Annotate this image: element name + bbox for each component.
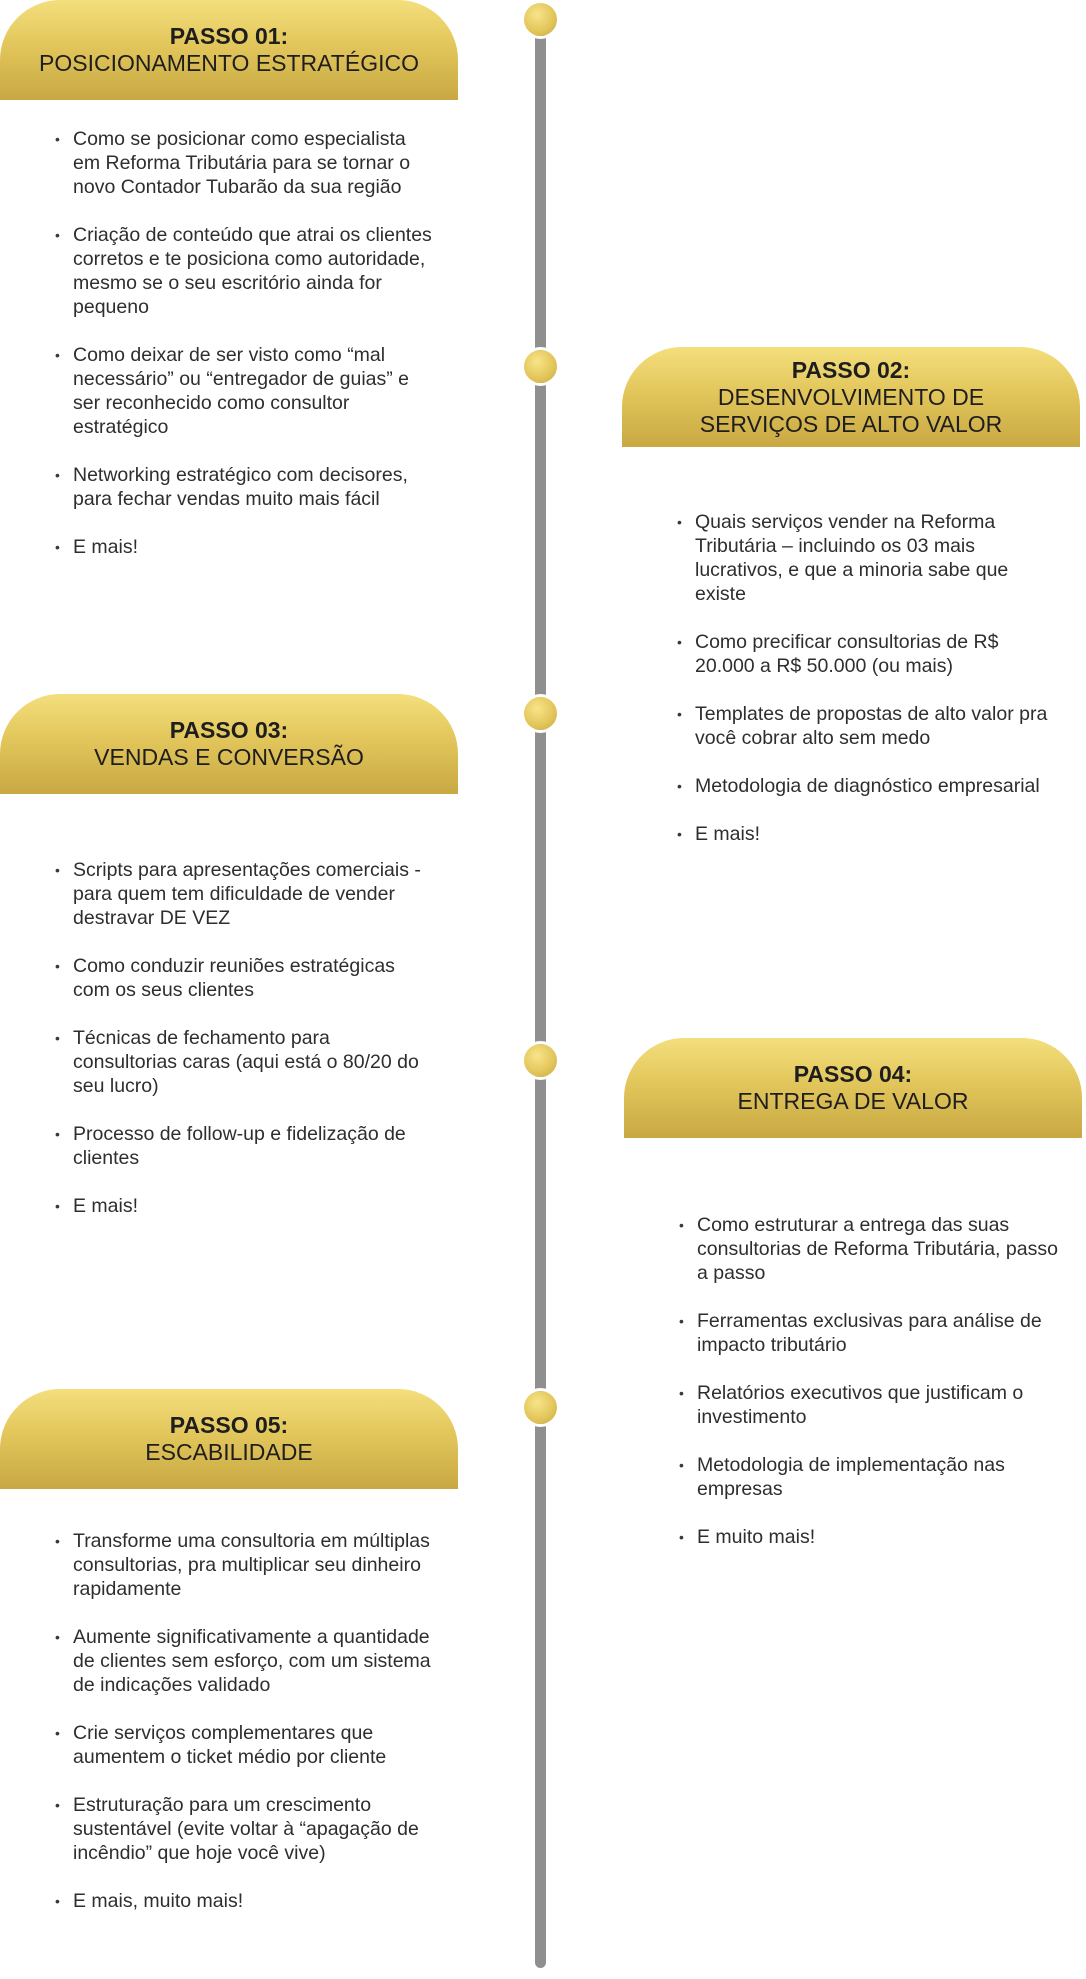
timeline-dot-3 (524, 697, 557, 730)
step-2-title: DESENVOLVIMENTO DE SERVIÇOS DE ALTO VALOR (699, 383, 1003, 437)
list-item: • E mais, muito mais! (55, 1889, 435, 1913)
list-item: • Criação de conteúdo que atrai os clientes corretos e te posiciona como autoridade, mesmo se o seu escritório ainda for pequeno (55, 223, 435, 319)
list-item: • Metodologia de implementação nas empresas (679, 1453, 1059, 1501)
timeline-dot-5 (524, 1391, 557, 1424)
step-3-title: VENDAS E CONVERSÃO (94, 744, 364, 770)
step-4-label: PASSO 04: (793, 1061, 913, 1087)
list-item: • Quais serviços vender na Reforma Tributária – incluindo os 03 mais lucrativos, e que a minoria sabe que existe (677, 510, 1057, 606)
step-4-title: ENTREGA DE VALOR (737, 1088, 969, 1114)
step-2-list (677, 510, 1057, 870)
step-4-header (624, 1038, 1082, 1138)
list-item: • Como precificar consultorias de R$ 20.000 a R$ 50.000 (ou mais) (677, 630, 1057, 678)
list-item: • E mais! (677, 822, 1057, 846)
step-1-label: PASSO 01: (169, 23, 289, 49)
timeline-line (535, 18, 546, 1968)
step-5-label: PASSO 05: (169, 1412, 289, 1438)
list-item: • Metodologia de diagnóstico empresarial (677, 774, 1057, 798)
list-item: • Como estruturar a entrega das suas consultorias de Reforma Tributária, passo a passo (679, 1213, 1059, 1285)
list-item: • Como deixar de ser visto como “mal necessário” ou “entregador de guias” e ser reconhecido como consultor estratégico (55, 343, 435, 439)
list-item: • Crie serviços complementares que aumentem o ticket médio por cliente (55, 1721, 435, 1769)
list-item: • Aumente significativamente a quantidade de clientes sem esforço, com um sistema de indicações validado (55, 1625, 435, 1697)
step-3-list (55, 858, 435, 1242)
list-item: • Estruturação para um crescimento sustentável (evite voltar à “apagação de incêndio” que hoje você vive) (55, 1793, 435, 1865)
list-item: • Ferramentas exclusivas para análise de impacto tributário (679, 1309, 1059, 1357)
step-5-list (55, 1529, 435, 1937)
step-5-header (0, 1389, 458, 1489)
step-5-title: ESCABILIDADE (145, 1439, 313, 1465)
list-item: • E mais! (55, 1194, 435, 1218)
step-3-header (0, 694, 458, 794)
step-1-title: POSICIONAMENTO ESTRATÉGICO (39, 50, 419, 76)
list-item: • Templates de propostas de alto valor pra você cobrar alto sem medo (677, 702, 1057, 750)
list-item: • Como conduzir reuniões estratégicas com os seus clientes (55, 954, 435, 1002)
step-2-header (622, 347, 1080, 447)
list-item: • Transforme uma consultoria em múltiplas consultorias, pra multiplicar seu dinheiro rapidamente (55, 1529, 435, 1601)
step-4-list (679, 1213, 1059, 1573)
step-3-label: PASSO 03: (169, 717, 289, 743)
list-item: • Como se posicionar como especialista em Reforma Tributária para se tornar o novo Contador Tubarão da sua região (55, 127, 435, 199)
timeline-dot-4 (524, 1044, 557, 1077)
list-item: • Processo de follow-up e fidelização de clientes (55, 1122, 435, 1170)
step-2-label: PASSO 02: (791, 356, 911, 383)
list-item: • E muito mais! (679, 1525, 1059, 1549)
timeline-dot-1 (524, 3, 557, 36)
timeline-dot-2 (524, 350, 557, 383)
list-item: • Scripts para apresentações comerciais - para quem tem dificuldade de vender destravar DE VEZ (55, 858, 435, 930)
list-item: • E mais! (55, 535, 435, 559)
list-item: • Técnicas de fechamento para consultorias caras (aqui está o 80/20 do seu lucro) (55, 1026, 435, 1098)
step-1-header (0, 0, 458, 100)
list-item: • Networking estratégico com decisores, para fechar vendas muito mais fácil (55, 463, 435, 511)
list-item: • Relatórios executivos que justificam o investimento (679, 1381, 1059, 1429)
step-1-list (55, 127, 435, 583)
